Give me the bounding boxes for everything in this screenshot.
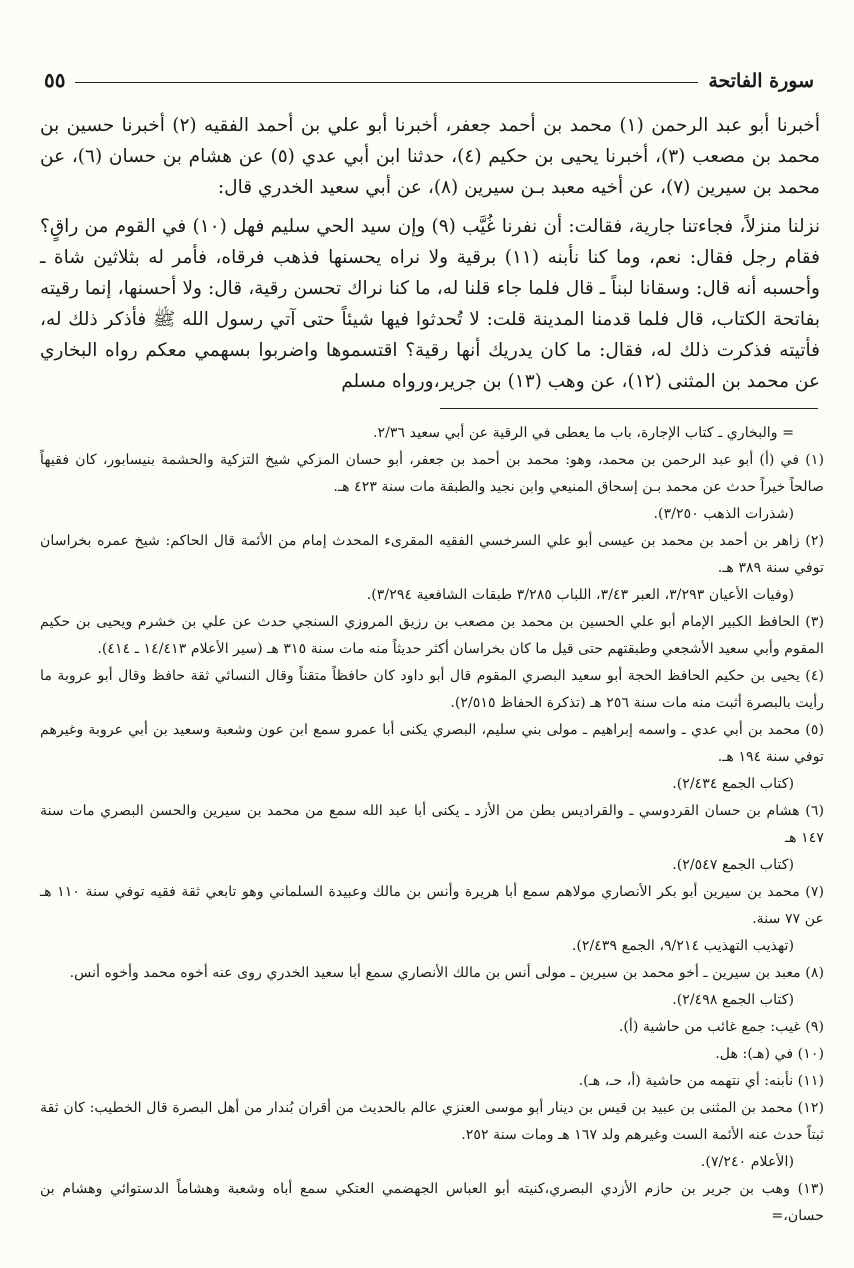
footnote: (١٠) في (هـ): هل. — [715, 1046, 824, 1062]
footnote: (٢) زاهر بن أحمد بن محمد بن عيسى أبو علي السرخسي الفقيه المقرىء المحدث إمام من الأئمة قال الحاكم: شيخ عمره بخراسان توفي سنة ٣٨٩ هـ. — [40, 533, 824, 576]
footnote-continuation: (كتاب الجمع ٢/٥٤٧). — [672, 857, 794, 873]
footnote: (٩) غيب: جمع غائب من حاشية (أ). — [618, 1019, 824, 1035]
surah-title: سورة الفاتحة — [708, 70, 814, 92]
footnote-continuation: (كتاب الجمع ٢/٤٩٨). — [672, 992, 794, 1008]
main-text — [40, 110, 820, 397]
footnote-continuation: (وفيات الأعيان ٣/٢٩٣، العبر ٣/٤٣، اللباب ٣/٢٨٥ طبقات الشافعية ٣/٢٩٤). — [366, 587, 794, 603]
hadith-paragraph: نزلنا منزلاً، فجاءتنا جارية، فقالت: أن نفرنا غُيَّب (٩) وإن سيد الحي سليم فهل (١٠) في القوم من راقٍ؟فقام رجل فقال: نعم، وما كنا نأبنه (١١) برقية ولا نراه يحسنها فذهب فرقاه، فأمر له بثلاثين شاة ـ وأحسبه أنه قال: وسقانا لبناً ـ قال فلما جاء قلنا له، ما كنا نراك تحسن رقية، قال: ولا أحسنها، إنما رقيته بفاتحة الكتاب، قال فلما قدمنا المدينة قلت: لا تُحدثوا فيها شيئاً حتى آتي رسول الله ﷺ فأذكر ذلك له، فأتيته فذكرت ذلك له، فقال: ما كان يدريك أنها رقية؟ اقتسموها واضربوا بسهمي معكم رواه البخاري عن محمد بن المثنى (١٢)، عن وهب (١٣) بن جرير،ورواه مسلم — [40, 216, 820, 392]
page-number: ٥٥ — [44, 68, 66, 92]
footnote-separator — [440, 408, 818, 409]
footnote: (١٣) وهب بن جرير بن حازم الأزدي البصري،كنيته أبو العباس الجهضمي العتكي سمع أباه وشعبة وهشاماً الدستوائي وهشام بن حسان،= — [40, 1181, 824, 1224]
footnote: (٦) هشام بن حسان القردوسي ـ والقراديس بطن من الأزد ـ يكنى أبا عبد الله سمع من محمد بن سيرين والحسن البصري مات سنة ١٤٧ هـ — [40, 803, 824, 846]
footnotes — [40, 420, 824, 1230]
footnote-continuation: (كتاب الجمع ٢/٤٣٤). — [672, 776, 794, 792]
footnote: (٤) يحيى بن حكيم الحافظ الحجة أبو سعيد البصري المقوم قال أبو داود كان حافظاً متقناً وقال النسائي ثقة حافظ وقال أبو عروبة ما رأيت بالبصرة أثبت منه مات سنة ٢٥٦ هـ (تذكرة الحفاظ ٢/٥١٥). — [40, 668, 824, 711]
isnad-paragraph: أخبرنا أبو عبد الرحمن (١) محمد بن أحمد جعفر، أخبرنا أبو علي بن أحمد الفقيه (٢) أخبرنا حسين بن محمد بن مصعب (٣)، أخبرنا يحيى بن حكيم (٤)، حدثنا ابن أبي عدي (٥) عن هشام بن حسان (٦)، عن محمد بن سيرين (٧)، عن أخيه معبد بـن سيرين (٨)، عن أبي سعيد الخدري قال: — [40, 115, 820, 198]
footnote-continuation: = والبخاري ـ كتاب الإجارة، باب ما يعطى في الرقية عن أبي سعيد ٢/٣٦. — [373, 425, 794, 441]
footnote-continuation: (شذرات الذهب ٣/٢٥٠). — [653, 506, 794, 522]
footnote-continuation: (تهذيب التهذيب ٩/٢١٤، الجمع ٢/٤٣٩). — [571, 938, 794, 954]
header-rule — [75, 82, 698, 83]
footnote: (٣) الحافظ الكبير الإمام أبو علي الحسين بن محمد بن مصعب بن رزيق المروزي السنجي حدث عن علي بن خشرم ويحيى بن حكيم المقوم وأبي سعيد الأشجعي وطبقتهم حتى قيل ما كان بخراسان أكثر حديثاً منه مات سنة ٣١٥ هـ (سير الأعلام ١٤/٤١٣ ـ ٤١٤). — [40, 614, 824, 657]
footnote-continuation: (الأعلام ٧/٢٤٠). — [700, 1154, 794, 1170]
footnote: (٧) محمد بن سيرين أبو بكر الأنصاري مولاهم سمع أبا هريرة وأنس بن مالك وعبيدة السلماني وهو تابعي ثقة فقيه توفي سنة ١١٠ هـ عن ٧٧ سنة. — [40, 884, 824, 927]
footnote: (١) في (أ) أبو عبد الرحمن بن محمد، وهو: محمد بن أحمد بن جعفر، أبو حسان المزكي شيخ التزكية والحشمة بنيسابور، كان فقيهاً صالحاً خيراً حدث عن محمد بـن إسحاق المنيعي وابن نجيد والطبقة مات سنة ٤٢٣ هـ. — [40, 452, 824, 495]
page-header — [44, 62, 814, 92]
footnote: (١٢) محمد بن المثنى بن عبيد بن قيس بن دينار أبو موسى العنزي عالم بالحديث من أقران بُندار من أهل البصرة قال الخطيب: كان ثقة ثبتاً حدث عنه الأئمة الست وغيرهم ولد ١٦٧ هـ ومات سنة ٢٥٢. — [40, 1100, 824, 1143]
footnote: (٨) معبد بن سيرين ـ أخو محمد بن سيرين ـ مولى أنس بن مالك الأنصاري سمع أبا سعيد الخدري روى عنه أخوه محمد وأخوه أنس. — [69, 965, 824, 981]
footnote: (٥) محمد بن أبي عدي ـ واسمه إبراهيم ـ مولى بني سليم، البصري يكنى أبا عمرو سمع ابن عون وشعبة وسعيد بن أبي عروبة وغيرهم توفي سنة ١٩٤ هـ. — [40, 722, 824, 765]
footnote: (١١) نأبنه: أي نتهمه من حاشية (أ، حـ، هـ). — [578, 1073, 824, 1089]
